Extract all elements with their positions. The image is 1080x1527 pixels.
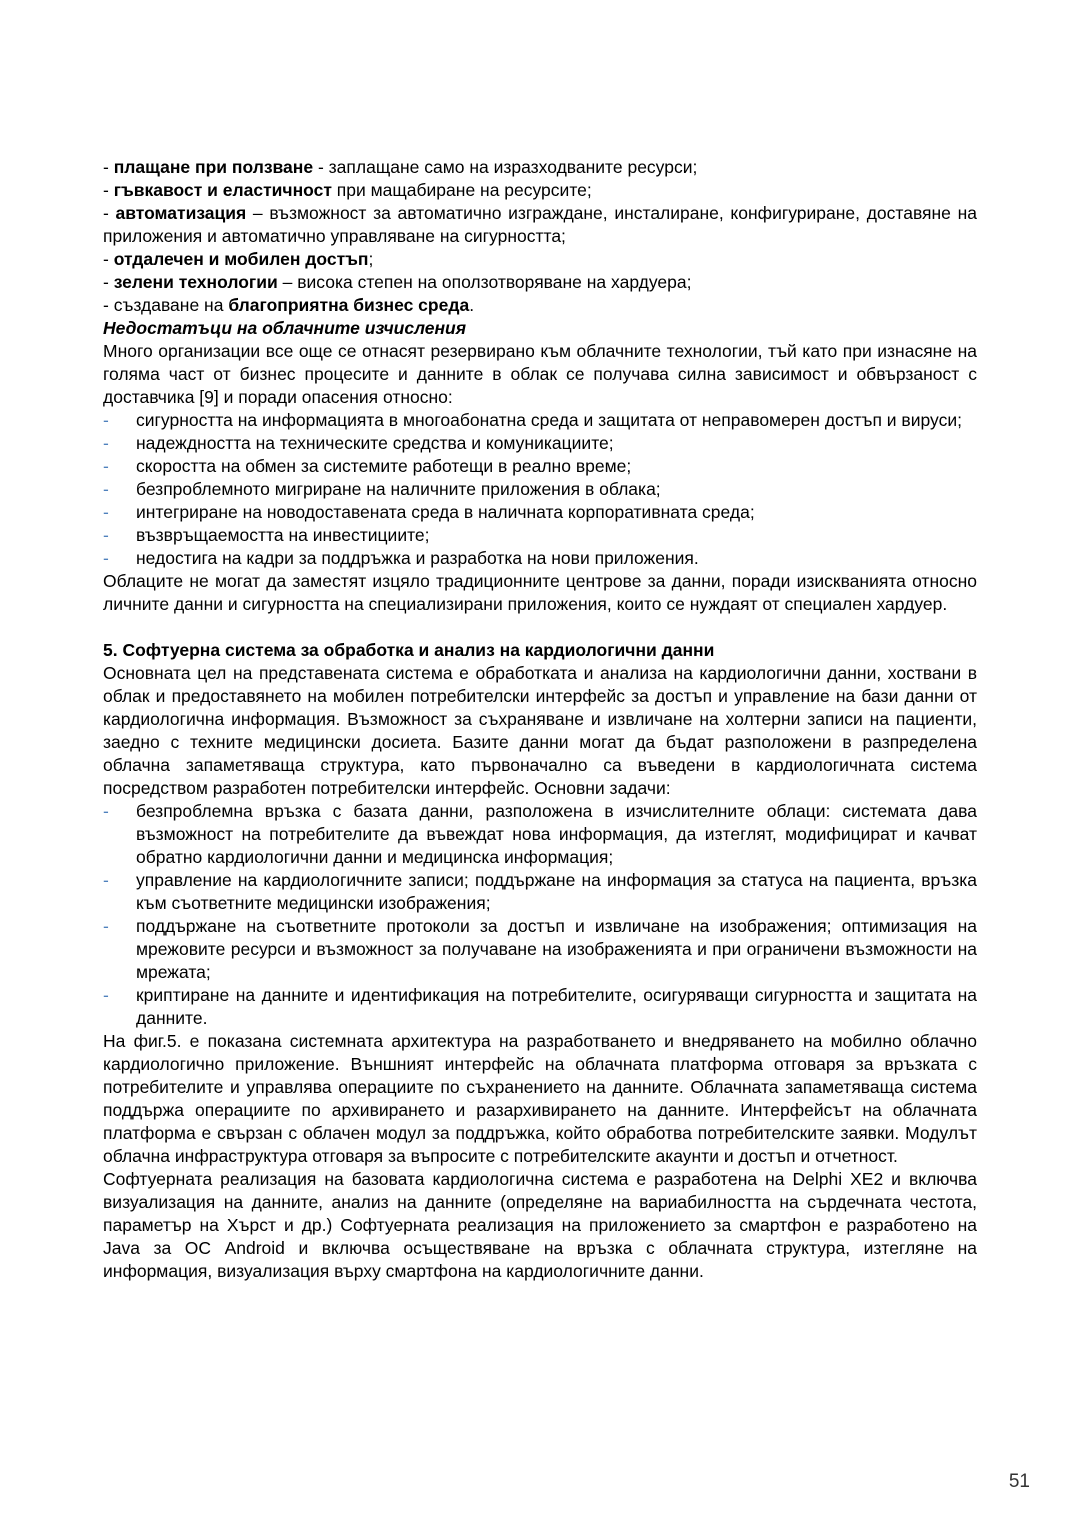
dash-bullet-icon: - [103, 433, 109, 453]
dash-bullet-icon: - [103, 410, 109, 430]
dash-bullet-icon: - [103, 916, 109, 936]
list-item: - управление на кардиологичните записи; поддържане на информация за статуса на пациента, връзка към съответните медицински изображения; [103, 870, 977, 913]
dash-bullet-icon: - [103, 548, 109, 568]
dash-bullet-icon: - [103, 525, 109, 545]
dash-bullet-icon: - [103, 870, 109, 890]
dash-bullet-icon: - [103, 985, 109, 1005]
implementation-paragraph: Софтуерната реализация на базовата кардиологична система е разработена на Delphi XE2 и включва визуализация на данните, анализ на данните (определяне на вариабилността на сърдечната честота, параметър на Хърст и др.) Софтуерната реализация на приложението за смартфон е разработено на Java за ОС Android и включва осъществяване на връзка с облачната структура, изтегляне на информация, визуализация върху смартфона на кардиологичните данни. [103, 1169, 977, 1281]
disadvantages-conclusion: Облаците не могат да заместят изцяло традиционните центрове за данни, поради изискванията относно личните данни и сигурността на специализирани приложения, които се нуждаят от специален хардуер. [103, 571, 977, 614]
dash-bullet-icon: - [103, 479, 109, 499]
dash-bullet-icon: - [103, 801, 109, 821]
section-spacer [103, 616, 977, 639]
advantage-item: - отдалечен и мобилен достъп; [103, 249, 374, 269]
list-item: - сигурността на информацията в многоабонатна среда и защитата от неправомерен достъп и вируси; [103, 410, 962, 430]
architecture-paragraph: На фиг.5. е показана системната архитектура на разработването и внедряването на мобилно облачно кардиологично приложение. Външният интерфейс на облачната платформа отговаря за връзката с потребителите и управлява операциите по съхранението на данните. Облачната запаметяваща система поддържа операциите по архивирането и разархивирането на данните. Интерфейсът на облачната платформа е свързан с облачен модул за поддръжка, който обработва потребителските заявки. Модулът облачна инфраструктура отговаря за въпросите с потребителските акаунти и достъп и отчетност. [103, 1031, 977, 1166]
advantage-item: - зелени технологии – висока степен на оползотворяване на хардуера; [103, 272, 692, 292]
tasks-list [103, 800, 977, 1030]
dash-bullet-icon: - [103, 502, 109, 522]
page-number: 51 [1008, 1471, 1030, 1492]
section-5-intro: Основната цел на представената система е обработката и анализа на кардиологични данни, хоствани в облак и предоставянето на мобилен потребителски интерфейс за достъп и управление на бази данни от кардиологична информация. Възможност за съхраняване и извличане на холтерни записи на пациенти, заедно с техните медицински досиета. Базите данни могат да бъдат разположени в разпределена облачна запаметяваща структура, като първоначално са въведени в кардиологичната система посредством разработен потребителски интерфейс. Основни задачи: [103, 663, 977, 798]
disadvantages-list [103, 409, 977, 570]
disadvantages-intro: Много организации все още се отнасят резервирано към облачните технологии, тъй като при изнасяне на голяма част от бизнес процесите и данните в облак се получава силна зависимост и обвързаност с доставчика [9] и поради опасения относно: [103, 341, 977, 407]
advantage-item: - плащане при ползване - заплащане само на изразходваните ресурси; [103, 157, 698, 177]
advantages-list [103, 156, 977, 317]
disadvantages-heading: Недостатъци на облачните изчисления [103, 318, 467, 338]
list-item: - безпроблемното мигриране на наличните приложения в облака; [103, 479, 661, 499]
advantage-item: - създаване на благоприятна бизнес среда. [103, 295, 475, 315]
list-item: - интегриране на новодоставената среда в наличната корпоративната среда; [103, 502, 755, 522]
advantage-item: - автоматизация – възможност за автоматично изграждане, инсталиране, конфигуриране, доставяне на приложения и автоматично управляване на сигурността; [103, 203, 977, 246]
advantage-item: - гъвкавост и еластичност при мащабиране на ресурсите; [103, 180, 592, 200]
dash-bullet-icon: - [103, 456, 109, 476]
section-5-title: 5. Софтуерна система за обработка и анализ на кардиологични данни [103, 640, 715, 660]
list-item: - скоростта на обмен за системите работещи в реално време; [103, 456, 632, 476]
list-item: - недостига на кадри за поддръжка и разработка на нови приложения. [103, 548, 699, 568]
list-item: - безпроблемна връзка с базата данни, разположена в изчислителните облаци: системата дава възможност на потребителите да въвеждат нова информация, да изтеглят, модифицират и качват обратно кардиологични данни и медицинска информация; [103, 801, 977, 867]
list-item: - надеждността на техническите средства и комуникациите; [103, 433, 614, 453]
list-item: - възвръщаемостта на инвестициите; [103, 525, 430, 545]
list-item: - криптиране на данните и идентификация на потребителите, осигуряващи сигурността и защитата на данните. [103, 985, 977, 1028]
page-body [103, 156, 977, 1283]
list-item: - поддържане на съответните протоколи за достъп и извличане на изображения; оптимизация на мрежовите ресурси и възможност за получаване на изображенията и при ограничени възможности на мрежата; [103, 916, 977, 982]
